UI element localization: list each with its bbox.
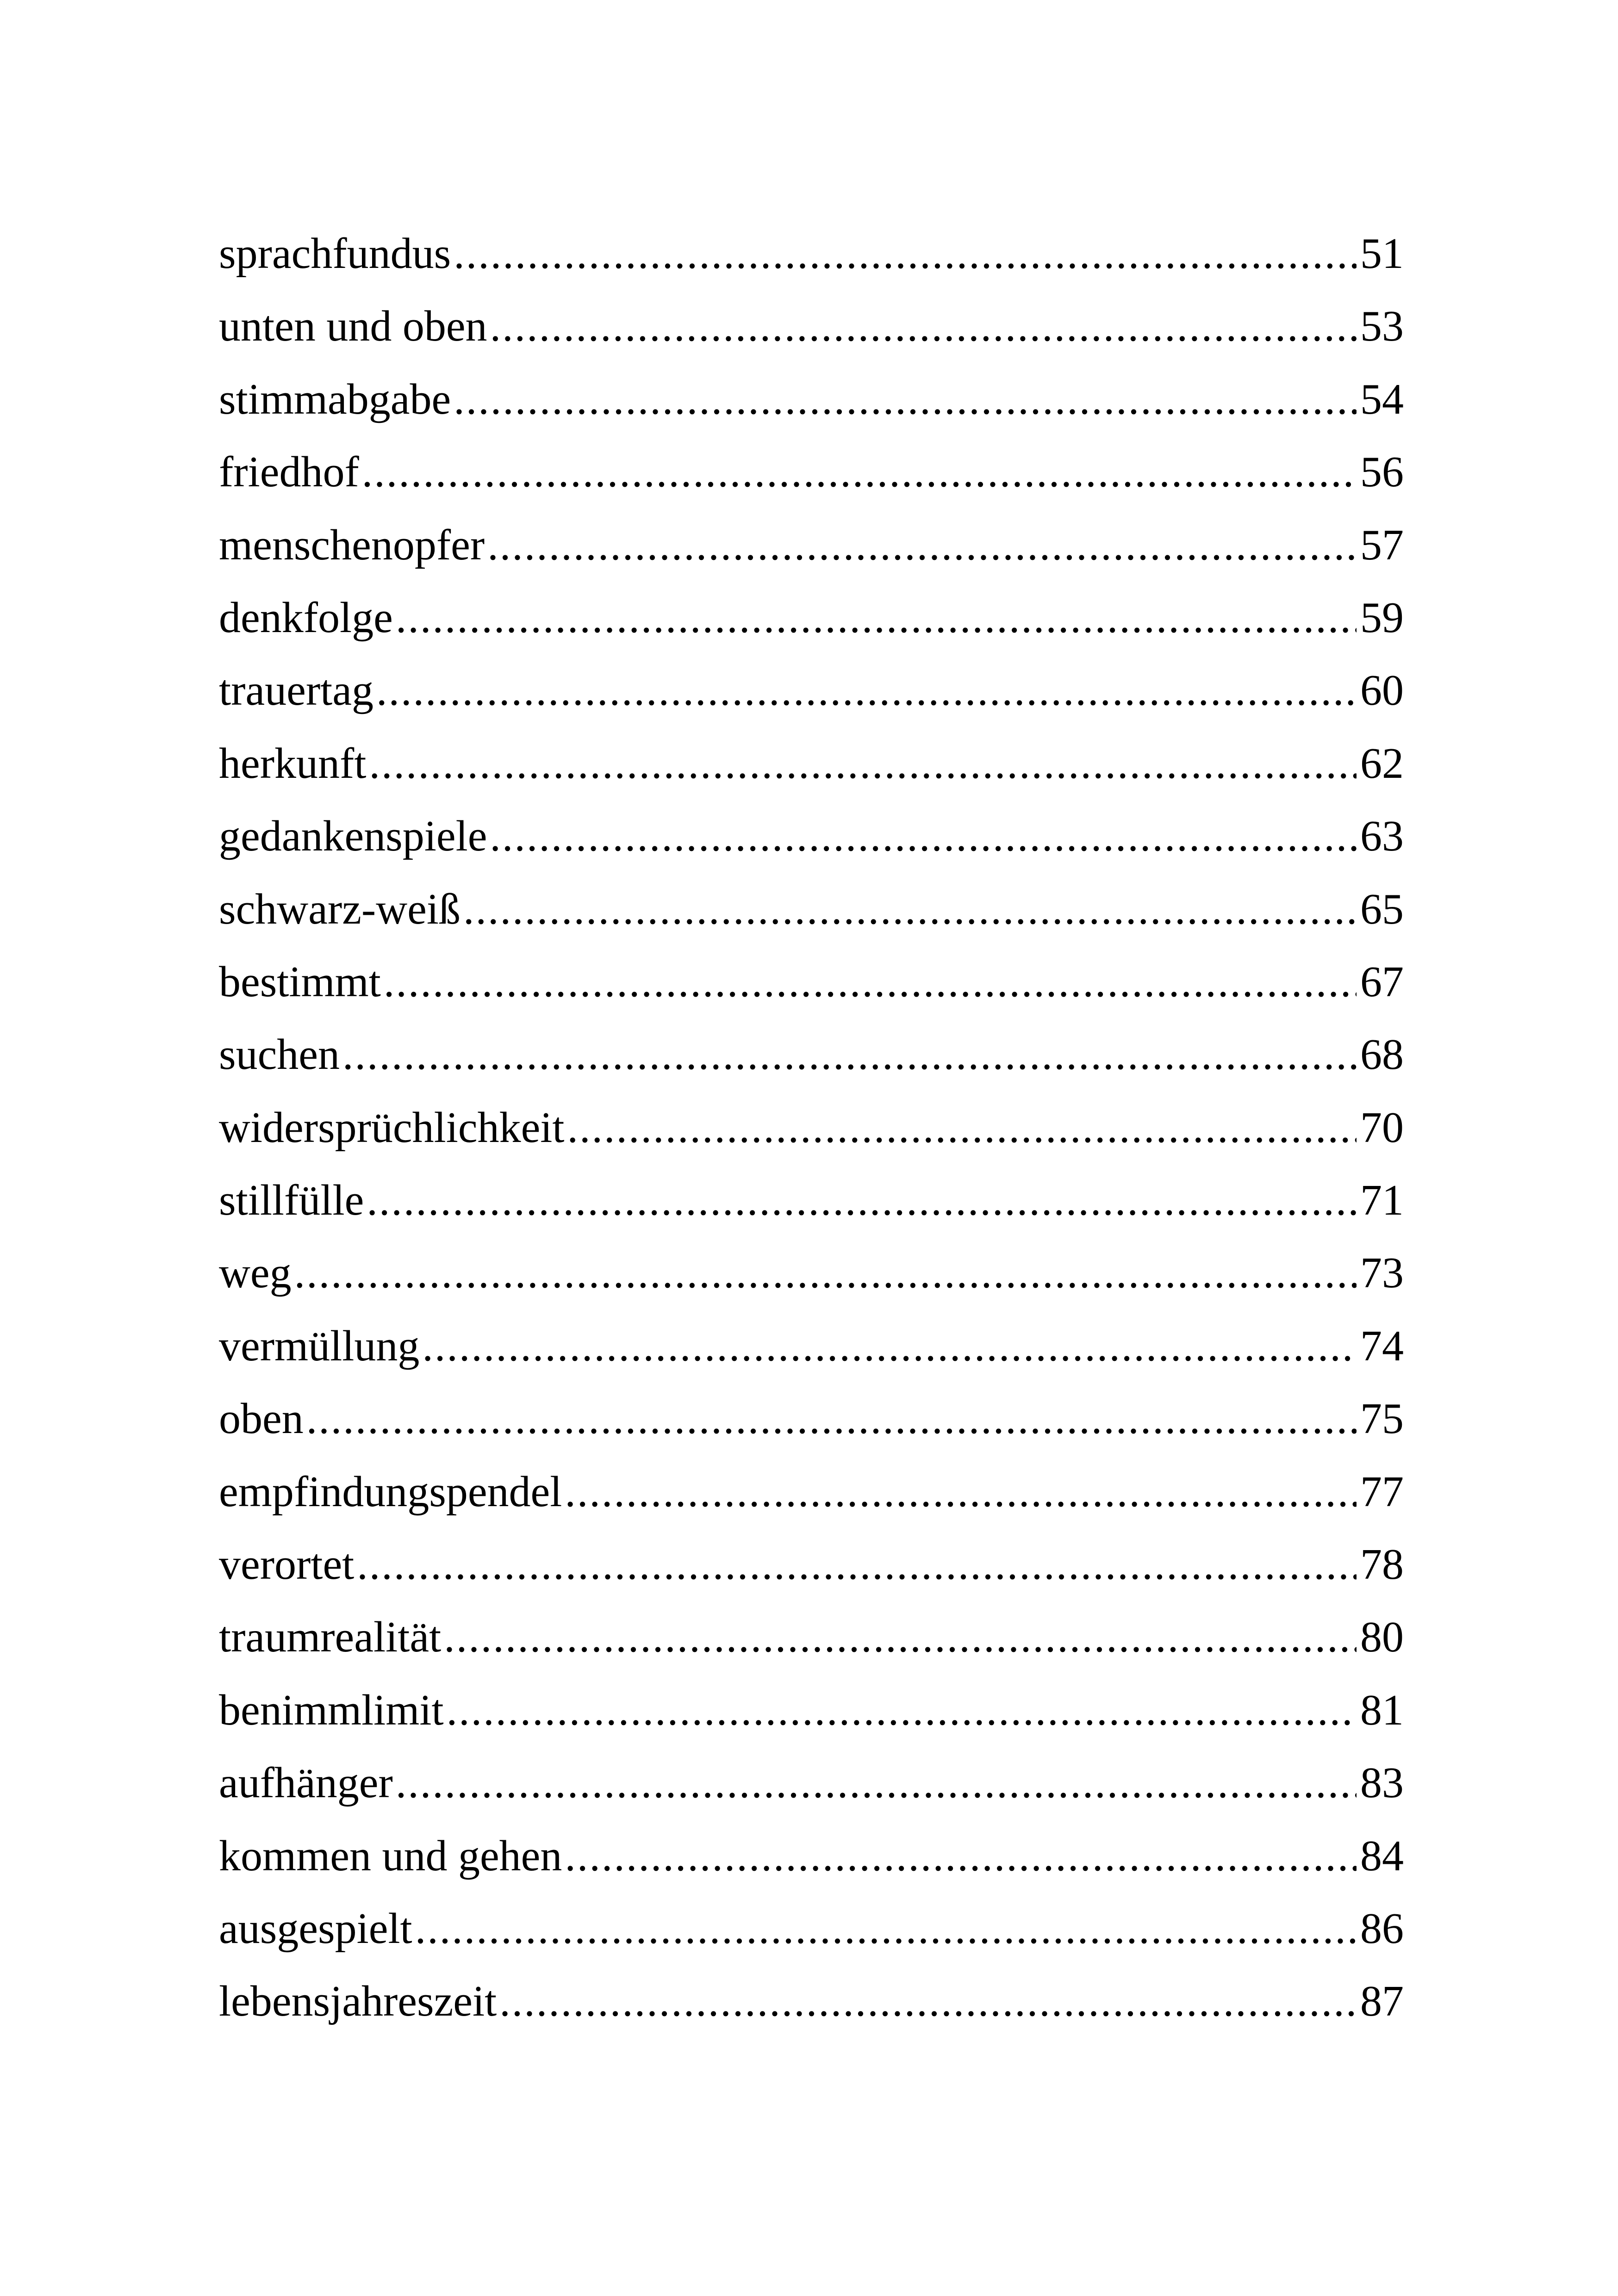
toc-entry-title: aufhänger xyxy=(219,1759,393,1807)
toc-entry-title: herkunft xyxy=(219,739,367,788)
toc-entry-page-number: 84 xyxy=(1360,1831,1404,1880)
toc-entry-page-number: 57 xyxy=(1360,521,1404,569)
toc-entry xyxy=(219,1674,1404,1747)
toc-entry xyxy=(219,1747,1404,1819)
toc-entry-page-number: 78 xyxy=(1360,1540,1404,1589)
toc-entry-page-number: 51 xyxy=(1360,230,1404,278)
toc-entry-title: schwarz-weiß xyxy=(219,885,461,933)
toc-dot-leader xyxy=(396,1747,1357,1819)
toc-entry xyxy=(219,290,1404,363)
toc-dot-leader xyxy=(294,1237,1357,1309)
toc-dot-leader xyxy=(463,873,1357,946)
toc-entry xyxy=(219,1820,1404,1893)
toc-entry-title: benimmlimit xyxy=(219,1686,444,1734)
toc-dot-leader xyxy=(357,1528,1357,1601)
toc-entry-page-number: 59 xyxy=(1360,593,1404,642)
toc-entry-title: empfindungspendel xyxy=(219,1467,562,1516)
toc-entry-title: lebensjahreszeit xyxy=(219,1977,497,2026)
toc-entry-page-number: 75 xyxy=(1360,1395,1404,1443)
toc-entry xyxy=(219,217,1404,290)
toc-entry-title: oben xyxy=(219,1395,304,1443)
toc-dot-leader xyxy=(415,1893,1357,1965)
toc-entry-title: gedankenspiele xyxy=(219,812,487,861)
toc-entry xyxy=(219,1018,1404,1091)
toc-entry xyxy=(219,1601,1404,1674)
toc-entry-page-number: 71 xyxy=(1360,1176,1404,1225)
toc-entry xyxy=(219,1092,1404,1164)
toc-dot-leader xyxy=(565,1456,1357,1528)
toc-entry-page-number: 63 xyxy=(1360,812,1404,861)
toc-entry-page-number: 73 xyxy=(1360,1249,1404,1297)
toc-dot-leader xyxy=(490,290,1357,363)
toc-entry-page-number: 87 xyxy=(1360,1977,1404,2026)
toc-entry-page-number: 86 xyxy=(1360,1904,1404,1953)
toc-entry xyxy=(219,873,1404,946)
toc-entry-page-number: 65 xyxy=(1360,885,1404,933)
toc-entry xyxy=(219,582,1404,654)
toc-entry xyxy=(219,1893,1404,1965)
toc-entry-title: menschenopfer xyxy=(219,521,485,569)
toc-dot-leader xyxy=(396,582,1357,654)
toc-entry-title: traumrealität xyxy=(219,1613,442,1662)
toc-entry xyxy=(219,1164,1404,1237)
toc-dot-leader xyxy=(342,1018,1357,1091)
toc-entry xyxy=(219,654,1404,727)
toc-dot-leader xyxy=(306,1383,1357,1455)
toc-entry xyxy=(219,727,1404,800)
toc-entry-page-number: 77 xyxy=(1360,1467,1404,1516)
toc-entry xyxy=(219,1965,1404,2038)
toc-entry xyxy=(219,800,1404,873)
toc-dot-leader xyxy=(567,1092,1357,1164)
toc-entry-page-number: 81 xyxy=(1360,1686,1404,1734)
toc-entry-title: verortet xyxy=(219,1540,355,1589)
toc-dot-leader xyxy=(362,436,1357,509)
toc-dot-leader xyxy=(369,727,1357,800)
toc-entry xyxy=(219,509,1404,582)
toc-entry-title: weg xyxy=(219,1249,292,1297)
toc-entry-title: unten und oben xyxy=(219,302,487,351)
toc-dot-leader xyxy=(376,654,1357,727)
toc-dot-leader xyxy=(487,509,1357,582)
toc-entry-title: friedhof xyxy=(219,448,359,496)
toc-entry-title: vermüllung xyxy=(219,1322,420,1370)
toc-entry xyxy=(219,363,1404,436)
toc-dot-leader xyxy=(454,217,1357,290)
toc-entry-page-number: 68 xyxy=(1360,1030,1404,1079)
toc-entry-title: kommen und gehen xyxy=(219,1831,562,1880)
table-of-contents xyxy=(219,217,1404,2038)
toc-entry-page-number: 83 xyxy=(1360,1759,1404,1807)
toc-entry-title: stimmabgabe xyxy=(219,375,451,423)
toc-dot-leader xyxy=(490,800,1357,873)
toc-entry-page-number: 56 xyxy=(1360,448,1404,496)
toc-entry-page-number: 70 xyxy=(1360,1103,1404,1152)
toc-dot-leader xyxy=(384,946,1357,1018)
toc-dot-leader xyxy=(499,1965,1357,2038)
toc-dot-leader xyxy=(367,1164,1357,1237)
toc-entry xyxy=(219,1456,1404,1528)
toc-entry xyxy=(219,436,1404,509)
toc-entry-page-number: 80 xyxy=(1360,1613,1404,1662)
toc-entry-title: ausgespielt xyxy=(219,1904,412,1953)
toc-entry xyxy=(219,1383,1404,1455)
toc-entry-title: sprachfundus xyxy=(219,230,451,278)
toc-dot-leader xyxy=(444,1601,1357,1674)
toc-entry-page-number: 67 xyxy=(1360,957,1404,1006)
toc-dot-leader xyxy=(447,1674,1357,1747)
toc-entry-title: widersprüchlichkeit xyxy=(219,1103,565,1152)
toc-entry xyxy=(219,1528,1404,1601)
toc-dot-leader xyxy=(422,1310,1357,1383)
toc-entry xyxy=(219,1310,1404,1383)
toc-entry-page-number: 62 xyxy=(1360,739,1404,788)
toc-dot-leader xyxy=(565,1820,1357,1893)
toc-entry-page-number: 60 xyxy=(1360,666,1404,715)
toc-entry xyxy=(219,946,1404,1018)
toc-entry-page-number: 54 xyxy=(1360,375,1404,423)
toc-entry-title: trauertag xyxy=(219,666,374,715)
toc-entry-title: bestimmt xyxy=(219,957,381,1006)
toc-dot-leader xyxy=(454,363,1357,436)
toc-entry-page-number: 53 xyxy=(1360,302,1404,351)
toc-entry-title: suchen xyxy=(219,1030,340,1079)
toc-entry xyxy=(219,1237,1404,1309)
toc-entry-title: stillfülle xyxy=(219,1176,364,1225)
toc-entry-page-number: 74 xyxy=(1360,1322,1404,1370)
toc-entry-title: denkfolge xyxy=(219,593,393,642)
